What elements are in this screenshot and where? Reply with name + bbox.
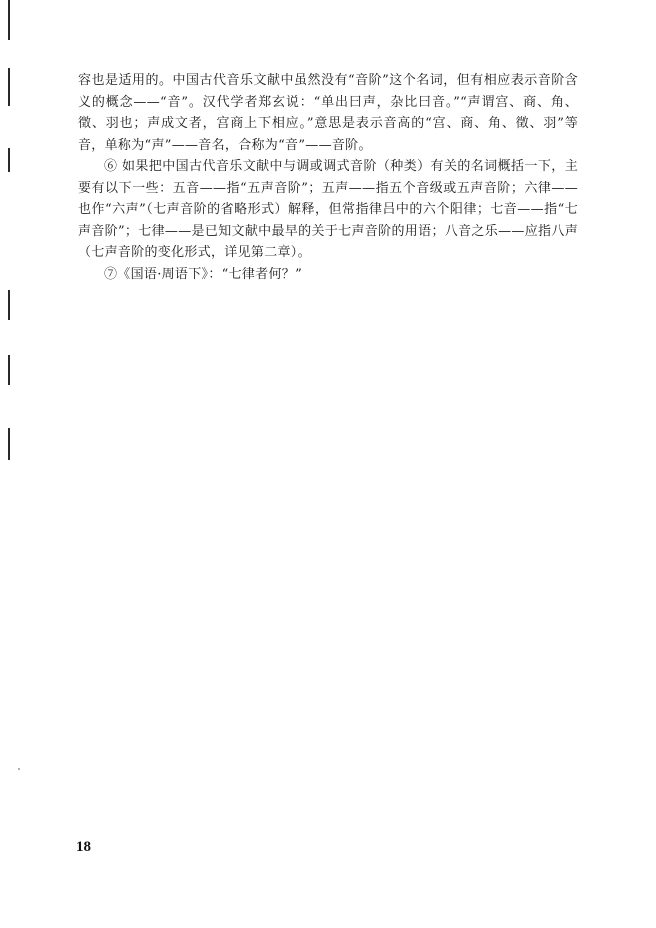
- footnote-continuation: 容也是适用的。中国古代音乐文献中虽然没有“音阶”这个名词，但有相应表示音阶含义的概念——“音”。汉代学者郑玄说：“单出曰声，杂比曰音。”“声谓宫、商、角、徵、羽也；声成文者，宫商上下相应。”意思是表示音高的“宫、商、角、徵、羽”等音，单称为“声”——音名，合称为“音”——音阶。: [78, 73, 578, 153]
- footnote-text-block: [78, 70, 578, 285]
- binding-edge-mark: [8, 428, 10, 460]
- page-number: 18: [76, 839, 91, 855]
- binding-edge-mark: [8, 148, 10, 172]
- scan-speck: [18, 768, 20, 770]
- binding-edge-mark: [8, 355, 10, 385]
- footnote-7: ⑦《国语·周语下》：“七律者何？”: [104, 266, 303, 282]
- footnote-6: ⑥ 如果把中国古代音乐文献中与调或调式音阶（种类）有关的名词概括一下，主要有以下一些：五音——指“五声音阶”；五声——指五个音级或五声音阶；六律——也作“六声”（七声音阶的省略形式）解释，但常指律吕中的六个阳律；七音——指“七声音阶”；七律——是已知文献中最早的关于七声音阶的用语；八音之乐——应指八声（七声音阶的变化形式，详见第二章）。: [78, 159, 578, 260]
- binding-edge-mark: [8, 68, 10, 106]
- binding-edge-mark: [8, 290, 10, 320]
- binding-edge-mark: [8, 0, 10, 40]
